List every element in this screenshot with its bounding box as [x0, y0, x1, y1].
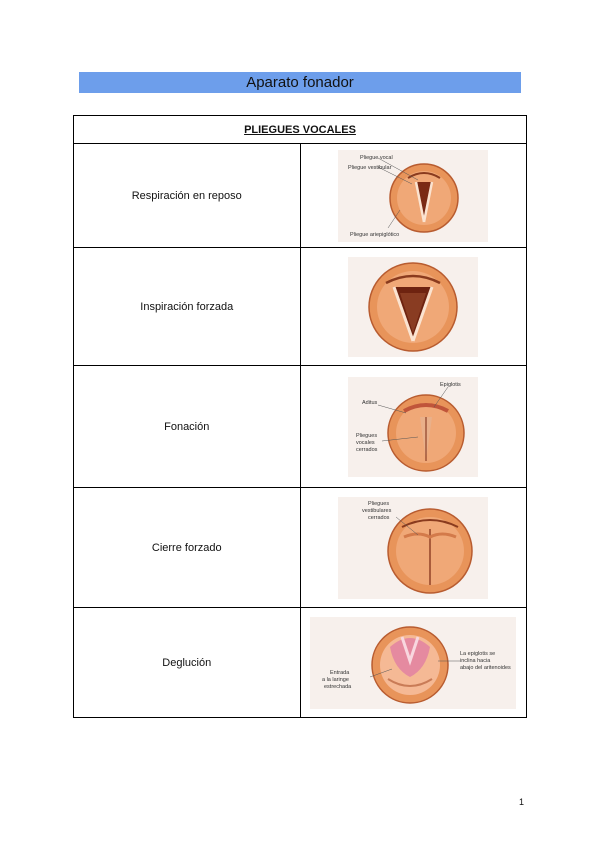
annotation-label: Aditus: [362, 399, 378, 406]
annotation-label: Entrada: [330, 669, 350, 676]
annotation-label: vocales: [356, 439, 375, 446]
row-image-cell: [300, 144, 527, 248]
row-image-cell: [300, 248, 527, 366]
table-heading: PLIEGUES VOCALES: [74, 116, 527, 144]
table-header-row: [74, 116, 527, 144]
annotation-label: cerrados: [368, 514, 390, 521]
vocal-folds-table: [73, 115, 527, 718]
annotation-label: Pliegues: [356, 432, 378, 439]
annotation-label: abajo del aritenoides: [460, 664, 512, 671]
larynx-rest-illustration: [338, 150, 488, 242]
table-row: [74, 488, 527, 608]
larynx-forced-inspiration-illustration: [348, 257, 478, 357]
annotation-label: estrechada: [324, 683, 352, 690]
row-label: Respiración en reposo: [74, 144, 301, 248]
table-row: [74, 144, 527, 248]
table-row: [74, 608, 527, 718]
annotation-label: Epiglotis: [440, 381, 462, 388]
annotation-label: Pliegue vestibular: [348, 164, 392, 171]
annotation-label: a la laringe: [322, 676, 350, 683]
page-title-text: Aparato fonador: [246, 74, 354, 91]
row-label: Inspiración forzada: [74, 248, 301, 366]
larynx-swallowing-illustration: [310, 617, 516, 709]
annotation-label: inclina hacia: [460, 657, 491, 664]
annotation-label: Pliegue vocal: [360, 154, 393, 161]
annotation-label: La epiglotis se: [460, 650, 496, 657]
row-image-cell: [300, 366, 527, 488]
row-image-cell: [300, 488, 527, 608]
annotation-label: cerrados: [356, 446, 378, 453]
larynx-forced-closure-illustration: [338, 497, 488, 599]
row-label: Deglución: [74, 608, 301, 718]
annotation-label: vestibulares: [362, 507, 392, 514]
row-label: Fonación: [74, 366, 301, 488]
row-image-cell: [300, 608, 527, 718]
larynx-phonation-illustration: [348, 377, 478, 477]
table-row: [74, 366, 527, 488]
annotation-label: Pliegues: [368, 500, 390, 507]
table-row: [74, 248, 527, 366]
page-title: [79, 72, 521, 93]
row-label: Cierre forzado: [74, 488, 301, 608]
page-number: 1: [519, 797, 525, 807]
annotation-label: Pliegue ariepiglótico: [350, 231, 400, 238]
